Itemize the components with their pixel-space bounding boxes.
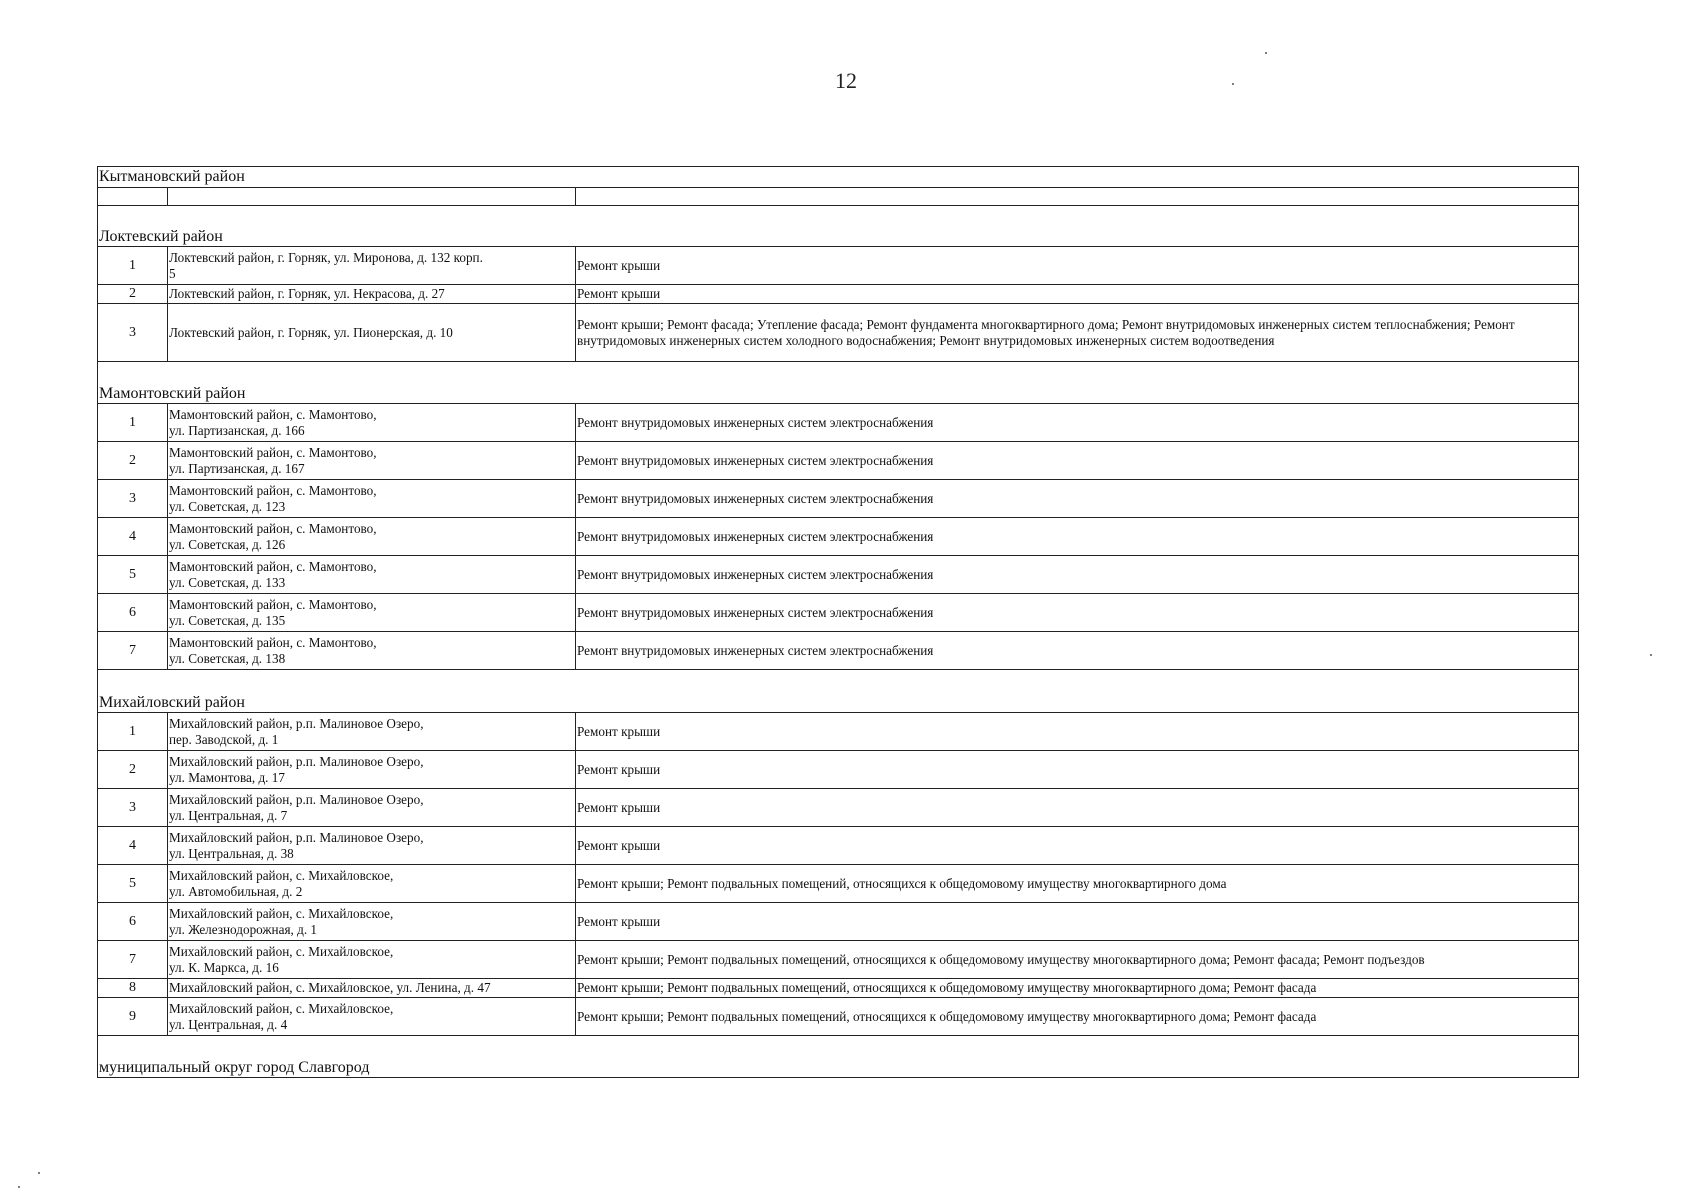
address-cell: Михайловский район, р.п. Малиновое Озеро, ул. Центральная, д. 38 (168, 827, 576, 865)
row-number: 7 (98, 941, 168, 979)
scan-speck (1232, 83, 1234, 85)
works-cell: Ремонт крыши; Ремонт фасада; Утепление фасада; Ремонт фундамента многоквартирного дома; Ремонт внутридомовых инженерных систем теплоснабжения; Ремонт внутридомовых инженерных систем холодного водоснабжения; Ремонт внутридомовых инженерных систем водоотведения (576, 304, 1579, 362)
row-number: 5 (98, 865, 168, 903)
works-cell: Ремонт крыши (576, 713, 1579, 751)
row-number: 2 (98, 751, 168, 789)
row-number: 1 (98, 404, 168, 442)
row-number: 6 (98, 594, 168, 632)
region-title: Локтевский район (98, 206, 1579, 247)
region-title: Михайловский район (98, 670, 1579, 713)
table-row (98, 556, 1579, 594)
table-row (98, 865, 1579, 903)
region-header-row (98, 167, 1579, 188)
works-cell: Ремонт внутридомовых инженерных систем электроснабжения (576, 404, 1579, 442)
row-number: 1 (98, 247, 168, 285)
scan-speck (1265, 52, 1267, 54)
row-number: 3 (98, 304, 168, 362)
region-title: муниципальный округ город Славгород (98, 1036, 1579, 1078)
address-cell: Локтевский район, г. Горняк, ул. Миронова, д. 132 корп. 5 (168, 247, 576, 285)
works-cell: Ремонт крыши; Ремонт подвальных помещений, относящихся к общедомовому имуществу многоквартирного дома; Ремонт фасада (576, 998, 1579, 1036)
works-cell: Ремонт крыши (576, 751, 1579, 789)
works-cell: Ремонт крыши; Ремонт подвальных помещений, относящихся к общедомовому имуществу многоквартирного дома (576, 865, 1579, 903)
works-cell: Ремонт крыши (576, 827, 1579, 865)
works-cell (576, 188, 1579, 206)
table-row (98, 594, 1579, 632)
num-cell (98, 188, 168, 206)
works-cell: Ремонт внутридомовых инженерных систем электроснабжения (576, 632, 1579, 670)
address-cell: Михайловский район, с. Михайловское, ул. Железнодорожная, д. 1 (168, 903, 576, 941)
row-number: 2 (98, 285, 168, 304)
address-cell: Мамонтовский район, с. Мамонтово, ул. Партизанская, д. 166 (168, 404, 576, 442)
table-row (98, 941, 1579, 979)
works-cell: Ремонт крыши; Ремонт подвальных помещений, относящихся к общедомовому имуществу многоквартирного дома; Ремонт фасада (576, 979, 1579, 998)
row-number: 8 (98, 979, 168, 998)
row-number: 2 (98, 442, 168, 480)
address-cell: Локтевский район, г. Горняк, ул. Некрасова, д. 27 (168, 285, 576, 304)
table-row (98, 442, 1579, 480)
works-cell: Ремонт крыши; Ремонт подвальных помещений, относящихся к общедомовому имуществу многоквартирного дома; Ремонт фасада; Ремонт подъездов (576, 941, 1579, 979)
page-number: 12 (835, 68, 857, 93)
row-number: 7 (98, 632, 168, 670)
region-header-row (98, 1036, 1579, 1078)
scan-speck (38, 1172, 40, 1174)
address-cell: Локтевский район, г. Горняк, ул. Пионерская, д. 10 (168, 304, 576, 362)
table-row (98, 304, 1579, 362)
works-cell: Ремонт крыши (576, 247, 1579, 285)
works-cell: Ремонт внутридомовых инженерных систем электроснабжения (576, 518, 1579, 556)
works-cell: Ремонт крыши (576, 789, 1579, 827)
row-number: 3 (98, 480, 168, 518)
table-row (98, 827, 1579, 865)
region-header-row (98, 362, 1579, 404)
table-row (98, 979, 1579, 998)
table-row (98, 751, 1579, 789)
works-cell: Ремонт внутридомовых инженерных систем электроснабжения (576, 594, 1579, 632)
table-row (98, 518, 1579, 556)
region-header-row (98, 670, 1579, 713)
table-row (98, 480, 1579, 518)
table-row (98, 404, 1579, 442)
address-cell: Мамонтовский район, с. Мамонтово, ул. Советская, д. 126 (168, 518, 576, 556)
row-number: 3 (98, 789, 168, 827)
address-cell: Мамонтовский район, с. Мамонтово, ул. Советская, д. 133 (168, 556, 576, 594)
scan-speck (1650, 654, 1652, 656)
works-cell: Ремонт внутридомовых инженерных систем электроснабжения (576, 556, 1579, 594)
table-row (98, 789, 1579, 827)
address-cell: Михайловский район, р.п. Малиновое Озеро, пер. Заводской, д. 1 (168, 713, 576, 751)
row-number: 1 (98, 713, 168, 751)
region-header-row (98, 206, 1579, 247)
works-cell: Ремонт внутридомовых инженерных систем электроснабжения (576, 480, 1579, 518)
empty-row (98, 188, 1579, 206)
address-cell: Мамонтовский район, с. Мамонтово, ул. Партизанская, д. 167 (168, 442, 576, 480)
address-cell: Михайловский район, с. Михайловское, ул. Центральная, д. 4 (168, 998, 576, 1036)
address-cell: Мамонтовский район, с. Мамонтово, ул. Советская, д. 138 (168, 632, 576, 670)
table-row (98, 247, 1579, 285)
works-cell: Ремонт крыши (576, 285, 1579, 304)
table-row (98, 903, 1579, 941)
region-title: Мамонтовский район (98, 362, 1579, 404)
works-cell: Ремонт внутридомовых инженерных систем электроснабжения (576, 442, 1579, 480)
address-cell (168, 188, 576, 206)
region-title: Кытмановский район (98, 167, 1579, 188)
address-cell: Михайловский район, р.п. Малиновое Озеро, ул. Мамонтова, д. 17 (168, 751, 576, 789)
scan-speck (18, 1186, 20, 1188)
table-row (98, 713, 1579, 751)
address-cell: Михайловский район, с. Михайловское, ул. Ленина, д. 47 (168, 979, 576, 998)
row-number: 6 (98, 903, 168, 941)
table-row (98, 285, 1579, 304)
address-cell: Михайловский район, с. Михайловское, ул. К. Маркса, д. 16 (168, 941, 576, 979)
works-cell: Ремонт крыши (576, 903, 1579, 941)
row-number: 5 (98, 556, 168, 594)
table-row (98, 998, 1579, 1036)
row-number: 4 (98, 827, 168, 865)
address-cell: Михайловский район, с. Михайловское, ул. Автомобильная, д. 2 (168, 865, 576, 903)
address-cell: Мамонтовский район, с. Мамонтово, ул. Советская, д. 135 (168, 594, 576, 632)
address-cell: Мамонтовский район, с. Мамонтово, ул. Советская, д. 123 (168, 480, 576, 518)
table-row (98, 632, 1579, 670)
repair-program-table (97, 166, 1579, 1078)
address-cell: Михайловский район, р.п. Малиновое Озеро, ул. Центральная, д. 7 (168, 789, 576, 827)
row-number: 9 (98, 998, 168, 1036)
row-number: 4 (98, 518, 168, 556)
